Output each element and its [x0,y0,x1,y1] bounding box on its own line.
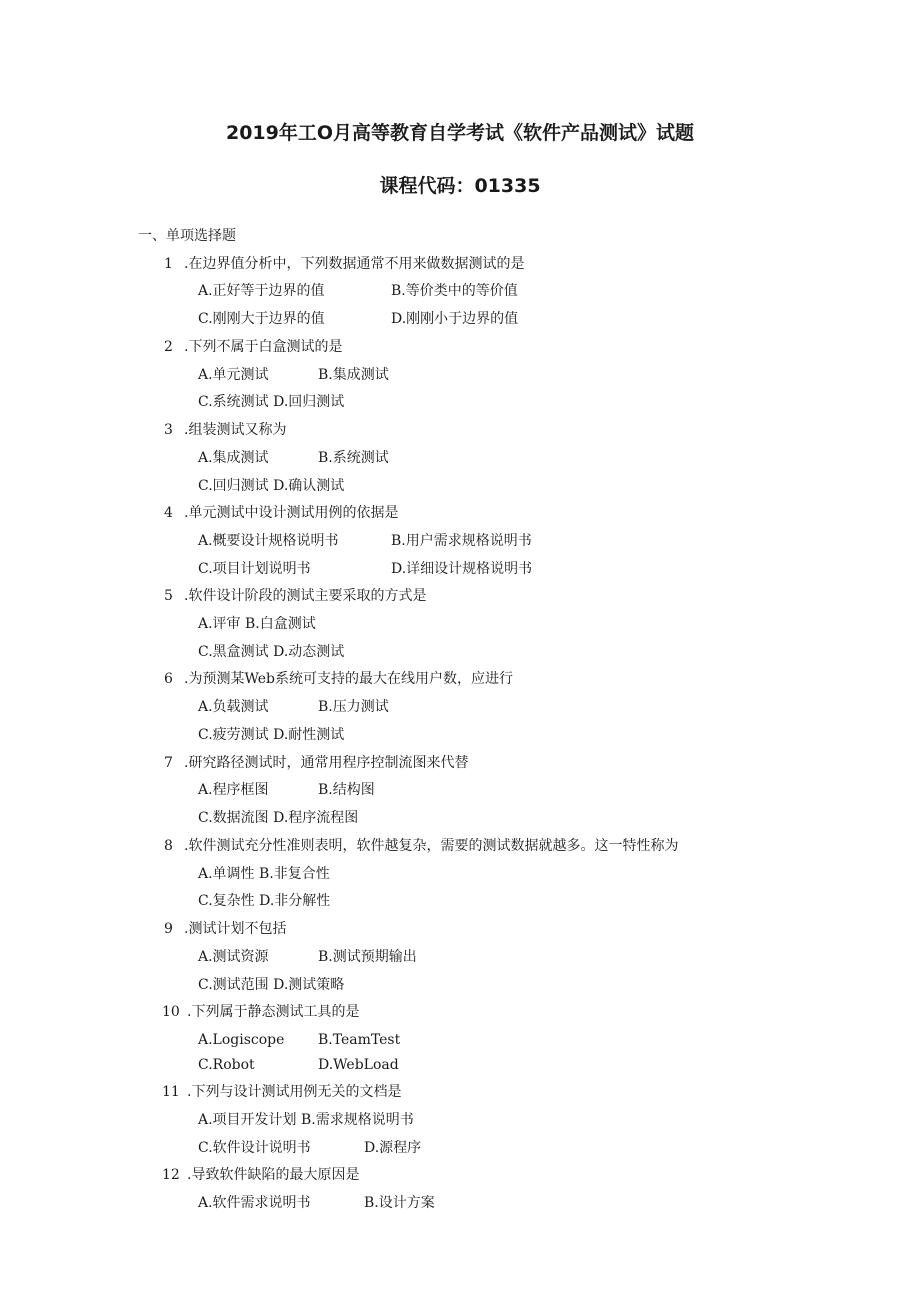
option: A.负载测试 [198,699,269,715]
option: C.系统测试 D.回归测试 [198,394,345,410]
question-text: .软件设计阶段的测试主要采取的方式是 [184,588,427,604]
question-number: 8 [164,838,173,854]
question-text: .研究路径测试时，通常用程序控制流图来代替 [184,755,469,771]
question-text: .测试计划不包括 [184,921,287,937]
exam-title: 2019年工O月高等教育自学考试《软件产品测试》试题 [225,122,695,144]
question-text: .单元测试中设计测试用例的依据是 [184,505,399,521]
option: A.软件需求说明书 [198,1195,311,1211]
option: C.疲劳测试 D.耐性测试 [198,727,345,743]
question-number: 9 [164,921,173,937]
question-text: .在边界值分析中，下列数据通常不用来做数据测试的是 [184,256,525,272]
option: C.刚刚大于边界的值 [198,311,325,327]
question-number: 4 [164,505,173,521]
option: A.程序框图 [198,782,269,798]
option: D.源程序 [364,1140,422,1156]
question-number: 12 [162,1167,180,1183]
option: A.Logiscope [198,1032,285,1048]
question-number: 1 [164,256,173,272]
question-number: 7 [164,755,173,771]
option: B.等价类中的等价值 [391,283,518,299]
option: D.WebLoad [318,1057,399,1073]
option: C.软件设计说明书 [198,1140,311,1156]
option: B.集成测试 [318,367,389,383]
option: B.系统测试 [318,450,389,466]
question-number: 5 [164,588,173,604]
option: A.单调性 B.非复合性 [198,866,330,882]
question-text: .下列与设计测试用例无关的文档是 [187,1084,402,1100]
option: A.测试资源 [198,949,269,965]
option: B.测试预期输出 [318,949,417,965]
option: A.项目开发计划 B.需求规格说明书 [198,1112,414,1128]
option: C.Robot [198,1057,255,1073]
question-text: .导致软件缺陷的最大原因是 [187,1167,360,1183]
question-text: .下列不属于白盒测试的是 [184,339,343,355]
option: D.刚刚小于边界的值 [391,311,519,327]
option: B.压力测试 [318,699,389,715]
option: A.评审 B.白盒测试 [198,616,316,632]
option: B.TeamTest [318,1032,401,1048]
course-code: 课程代码：01335 [379,175,541,197]
question-text: .为预测某Web系统可支持的最大在线用户数，应进行 [184,671,513,687]
option: C.项目计划说明书 [198,561,311,577]
question-number: 3 [164,422,173,438]
option: A.集成测试 [198,450,269,466]
option: C.回归测试 D.确认测试 [198,478,345,494]
section-heading: 一、单项选择题 [138,228,236,244]
option: B.用户需求规格说明书 [391,533,532,549]
option: A.正好等于边界的值 [198,283,325,299]
option: B.结构图 [318,782,375,798]
question-number: 10 [162,1004,180,1020]
option: D.详细设计规格说明书 [391,561,533,577]
question-number: 6 [164,671,173,687]
option: C.数据流图 D.程序流程图 [198,810,359,826]
option: C.复杂性 D.非分解性 [198,893,331,909]
question-text: .下列属于静态测试工具的是 [187,1004,360,1020]
option: A.单元测试 [198,367,269,383]
question-number: 2 [164,339,173,355]
option: B.设计方案 [364,1195,435,1211]
option: C.黑盒测试 D.动态测试 [198,644,345,660]
question-text: .软件测试充分性准则表明，软件越复杂，需要的测试数据就越多。这一特性称为 [184,838,679,854]
question-text: .组装测试又称为 [184,422,287,438]
option: C.测试范围 D.测试策略 [198,977,345,993]
question-number: 11 [162,1084,180,1100]
option: A.概要设计规格说明书 [198,533,339,549]
